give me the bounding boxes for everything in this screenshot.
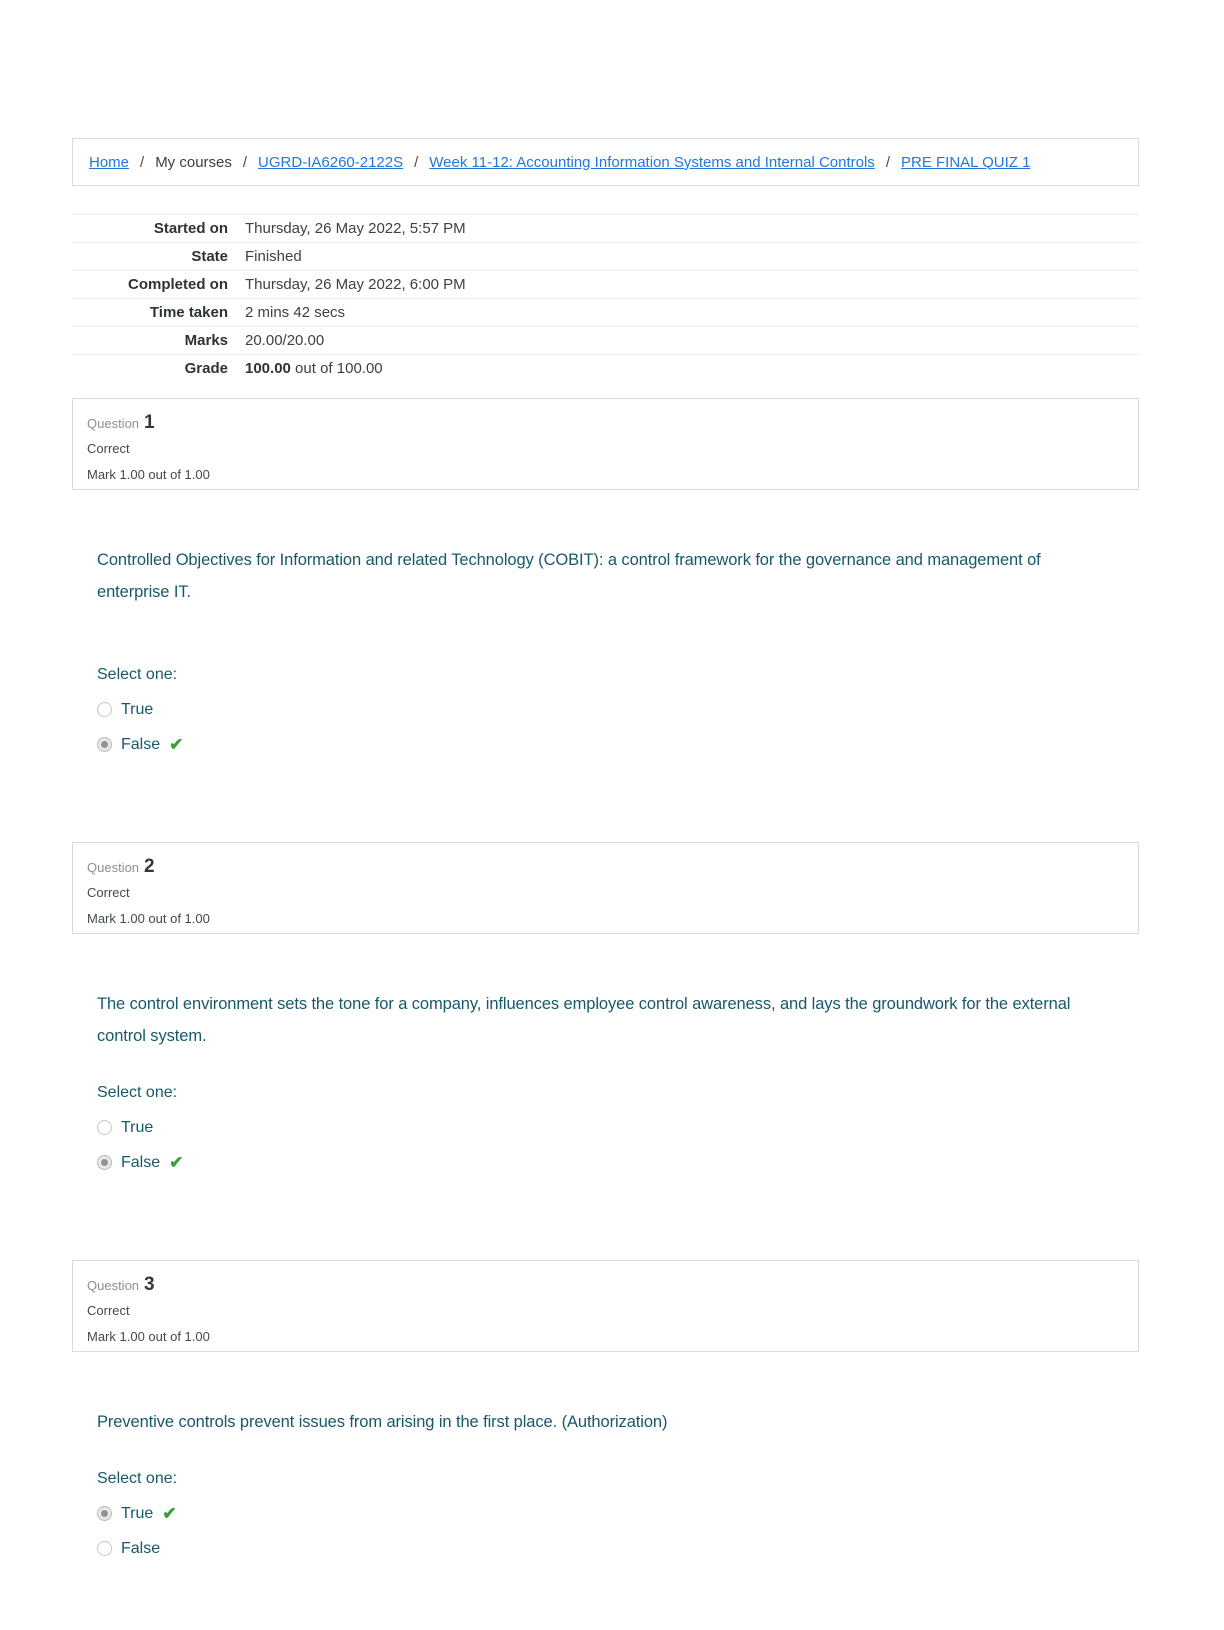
summary-row-started-on: [72, 214, 1139, 242]
question-info-box: [72, 1260, 1139, 1352]
question-content: [72, 934, 1139, 1244]
summary-label: Completed on: [128, 276, 228, 293]
grade-out-of: out of 100.00: [290, 360, 383, 377]
question-number: 2: [144, 856, 155, 877]
breadcrumb-link-course[interactable]: UGRD-IA6260-2122S: [258, 153, 404, 171]
question-text: Controlled Objectives for Information and related Technology (COBIT): a control framework for the governance and management of enterprise IT.: [97, 551, 1041, 601]
option-label: True: [121, 1504, 154, 1522]
question-status: Correct: [87, 885, 130, 900]
question-mark: Mark 1.00 out of 1.00: [87, 467, 210, 482]
question-label: Question: [87, 416, 140, 431]
breadcrumb-link-quiz[interactable]: PRE FINAL QUIZ 1: [900, 153, 1031, 171]
breadcrumb-link-week[interactable]: Week 11-12: Accounting Information Systems and Internal Controls: [429, 153, 875, 171]
breadcrumb-link-home[interactable]: Home: [89, 153, 130, 171]
breadcrumb-separator: /: [885, 153, 890, 171]
breadcrumb-item-my-courses: My courses: [155, 153, 232, 171]
question-number: 3: [144, 1274, 155, 1295]
question-content: [72, 490, 1139, 826]
summary-value: 20.00/20.00: [245, 332, 325, 349]
question-status: Correct: [87, 1303, 130, 1318]
summary-row-time-taken: [72, 298, 1139, 326]
option-label: False: [121, 1539, 161, 1557]
true-radio[interactable]: [97, 702, 112, 717]
correct-check-icon: ✔: [169, 735, 184, 754]
question-status: Correct: [87, 441, 130, 456]
answer-option-false: [97, 733, 1139, 756]
attempt-summary-table: [72, 214, 1139, 382]
question-mark: Mark 1.00 out of 1.00: [87, 1329, 210, 1344]
summary-label: Time taken: [149, 304, 228, 321]
answer-option-false: [97, 1151, 1139, 1174]
question-1: [72, 398, 1139, 826]
summary-value: Finished: [245, 248, 302, 265]
question-text: Preventive controls prevent issues from arising in the first place. (Authorization): [97, 1413, 668, 1431]
question-2: [72, 842, 1139, 1244]
question-label: Question: [87, 860, 140, 875]
summary-row-grade: [72, 354, 1139, 382]
question-label: Question: [87, 1278, 140, 1293]
false-radio[interactable]: [97, 737, 112, 752]
true-radio[interactable]: [97, 1506, 112, 1521]
question-number-line: [87, 856, 1124, 878]
question-number: 1: [144, 412, 155, 433]
summary-row-completed-on: [72, 270, 1139, 298]
answer-option-true: [97, 1116, 1139, 1139]
select-one-label: Select one:: [97, 1470, 178, 1487]
option-label: False: [121, 735, 161, 753]
question-number-line: [87, 1274, 1124, 1296]
question-info-box: [72, 842, 1139, 934]
breadcrumb-separator: /: [242, 153, 248, 171]
summary-label: Started on: [153, 220, 228, 237]
question-3: [72, 1260, 1139, 1630]
answer-option-true: [97, 1502, 1139, 1525]
summary-value: [228, 360, 383, 377]
summary-label: Grade: [184, 360, 228, 377]
question-mark: Mark 1.00 out of 1.00: [87, 911, 210, 926]
summary-row-marks: [72, 326, 1139, 354]
select-one-label: Select one:: [97, 666, 178, 683]
option-label: True: [121, 1118, 154, 1136]
breadcrumb: [72, 138, 1139, 186]
option-label: True: [121, 700, 154, 718]
answer-option-true: [97, 698, 1139, 721]
select-one-label: Select one:: [97, 1084, 178, 1101]
summary-label: State: [191, 248, 228, 265]
breadcrumb-separator: /: [140, 153, 145, 171]
question-content: [72, 1352, 1139, 1630]
summary-row-state: [72, 242, 1139, 270]
question-text: The control environment sets the tone for a company, influences employee control awareness, and lays the groundwork for the external control system.: [97, 995, 1071, 1045]
grade-value: 100.00: [245, 360, 291, 377]
question-info-box: [72, 398, 1139, 490]
breadcrumb-separator: /: [414, 153, 419, 171]
question-number-line: [87, 412, 1124, 434]
summary-value: Thursday, 26 May 2022, 6:00 PM: [245, 276, 466, 293]
correct-check-icon: ✔: [162, 1504, 177, 1523]
false-radio[interactable]: [97, 1541, 112, 1556]
summary-value: Thursday, 26 May 2022, 5:57 PM: [245, 220, 466, 237]
summary-value: 2 mins 42 secs: [245, 304, 346, 321]
summary-label: Marks: [184, 332, 228, 349]
option-label: False: [121, 1153, 161, 1171]
quiz-review-page: [72, 0, 1139, 1630]
true-radio[interactable]: [97, 1120, 112, 1135]
answer-option-false: [97, 1537, 1139, 1560]
correct-check-icon: ✔: [169, 1153, 184, 1172]
false-radio[interactable]: [97, 1155, 112, 1170]
